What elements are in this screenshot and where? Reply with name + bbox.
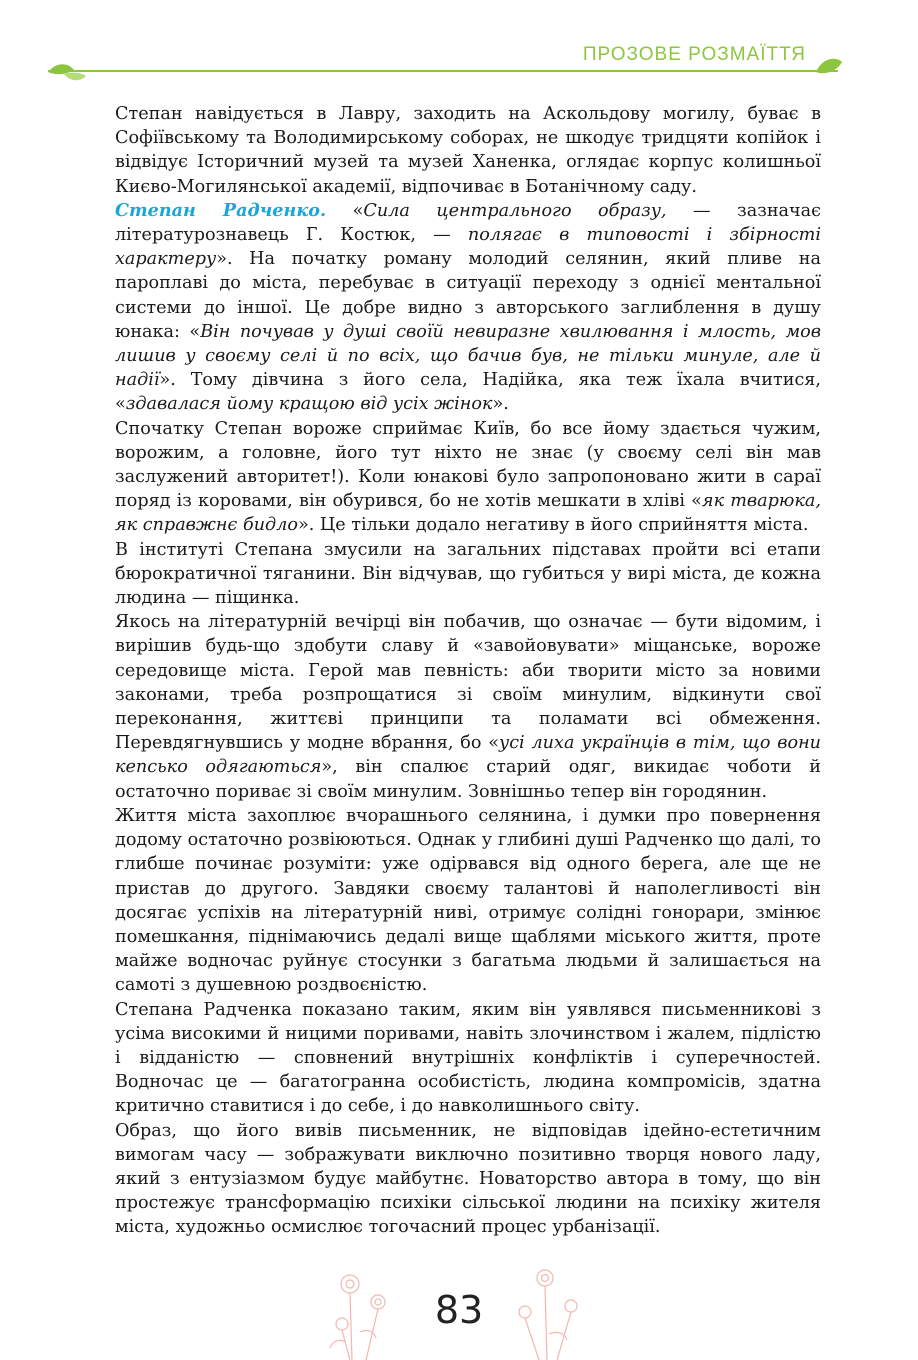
paragraph-8: Образ, що його вивів письменник, не відповідав ідейно-естетичним вимогам часу — зображувати виключно позитивно творця нового ладу, який з ентузіазмом будує майбутнє. Новаторство автора в тому, що він простежує трансформацію психіки сільської людини на психіку жителя міста, художньо осмислює тогочасний процес урбанізації. [115, 1120, 821, 1238]
leaf-right-icon [808, 54, 848, 82]
paragraph-2: Степан Радченко. «Сила центрального образу, — зазначає літературознавець Г. Костюк, — полягає в типовості і збірності характеру». На початку роману молодий селянин, який пливе на пароплаві до міста, перебуває в ситуації переходу з однієї ментальної системи до іншої. Це добре видно з авторського заглиблення в душу юнака: «Він почував у душі своїй невиразне хвилювання і млость, мов лишив у своєму селі й по всіх, що бачив був, не тільки минуле, але й надії». Тому дівчина з його села, Надійка, яка теж їхала вчитися, «здавалася йому кращою від усіх жінок». [115, 199, 822, 415]
paragraph-6: Життя міста захоплює вчорашнього селянина, і думки про повернення додому остаточно розвіюються. Однак у глибині душі Радченко що далі, то глибше починає розуміти: уже одірвався від одного берега, але ще не пристав до другого. Завдяки своєму талантові й наполегливості він досягає успіхів на літературній ниві, отримує солідні гонорари, змінює помешкання, піднімаючись дедалі вище щаблями міського життя, проте майже водночас руйнує стосунки з багатьма людьми й залишається на самоті з душевною роздвоєністю. [115, 805, 821, 996]
leaf-left-icon [44, 60, 96, 84]
paragraph-5: Якось на літературній вечірці він побачив, що означає — бути відомим, і вирішив будь-що здобути славу й «завойовувати» міщанське, вороже середовище міста. Герой мав певність: аби творити місто за новими законами, треба розпрощатися зі своїм минулим, відкинути свої переконання, життєві принципи та поламати всі обмеження. Перевдягнувшись у модне вбрання, бо «усі лиха українців в тім, що вони кепсько одягаються», він спалює старий одяг, викидає чоботи й остаточно пориває зі своїм минулим. Зовнішньо тепер він городянин. [115, 612, 821, 802]
paragraph-3: Спочатку Степан вороже сприймає Київ, бо все йому здається чужим, ворожим, а головне, його тут ніхто не знає (у своєму селі він мав заслужений авторитет!). Коли юнакові було запропоновано жити в сараї поряд із коровами, він обурився, бо не хотів мешкати в хліві «як тварюка, як справжнє бидло». Це тільки додало негативу в його сприйняття міста. [115, 418, 821, 536]
section-title: ПРОЗОВЕ РОЗМАЇТТЯ [582, 44, 806, 65]
paragraph-4: В інституті Степана змусили на загальних підставах пройти всі етапи бюрократичної тяганини. Він відчував, що губиться у вирі міста, де кожна людина — піщинка. [115, 539, 821, 609]
paragraph-1: Степан навідується в Лавру, заходить на Аскольдову могилу, буває в Софіївському та Володимирському соборах, не шкодує тридцяти копійок і відвідує Історичний музей та музей Ханенка, оглядає корпус колишньої Києво-Могилянської академії, відпочиває в Ботанічному саду. [115, 104, 821, 197]
character-heading: Степан Радченко. [115, 199, 327, 221]
page-body [115, 102, 821, 1240]
header-divider [48, 70, 838, 72]
page-number: 83 [434, 1288, 484, 1332]
paragraph-7: Степана Радченка показано таким, яким він уявлявся письменникові з усіма високими й ницими поривами, навіть злочинством і жалем, підлістю і відданістю — сповнений внутрішніх конфліктів і суперечностей. Водночас це — багатогранна особистість, людина компромісів, здатна критично ставитися і до себе, і до навколишнього світу. [115, 999, 821, 1117]
